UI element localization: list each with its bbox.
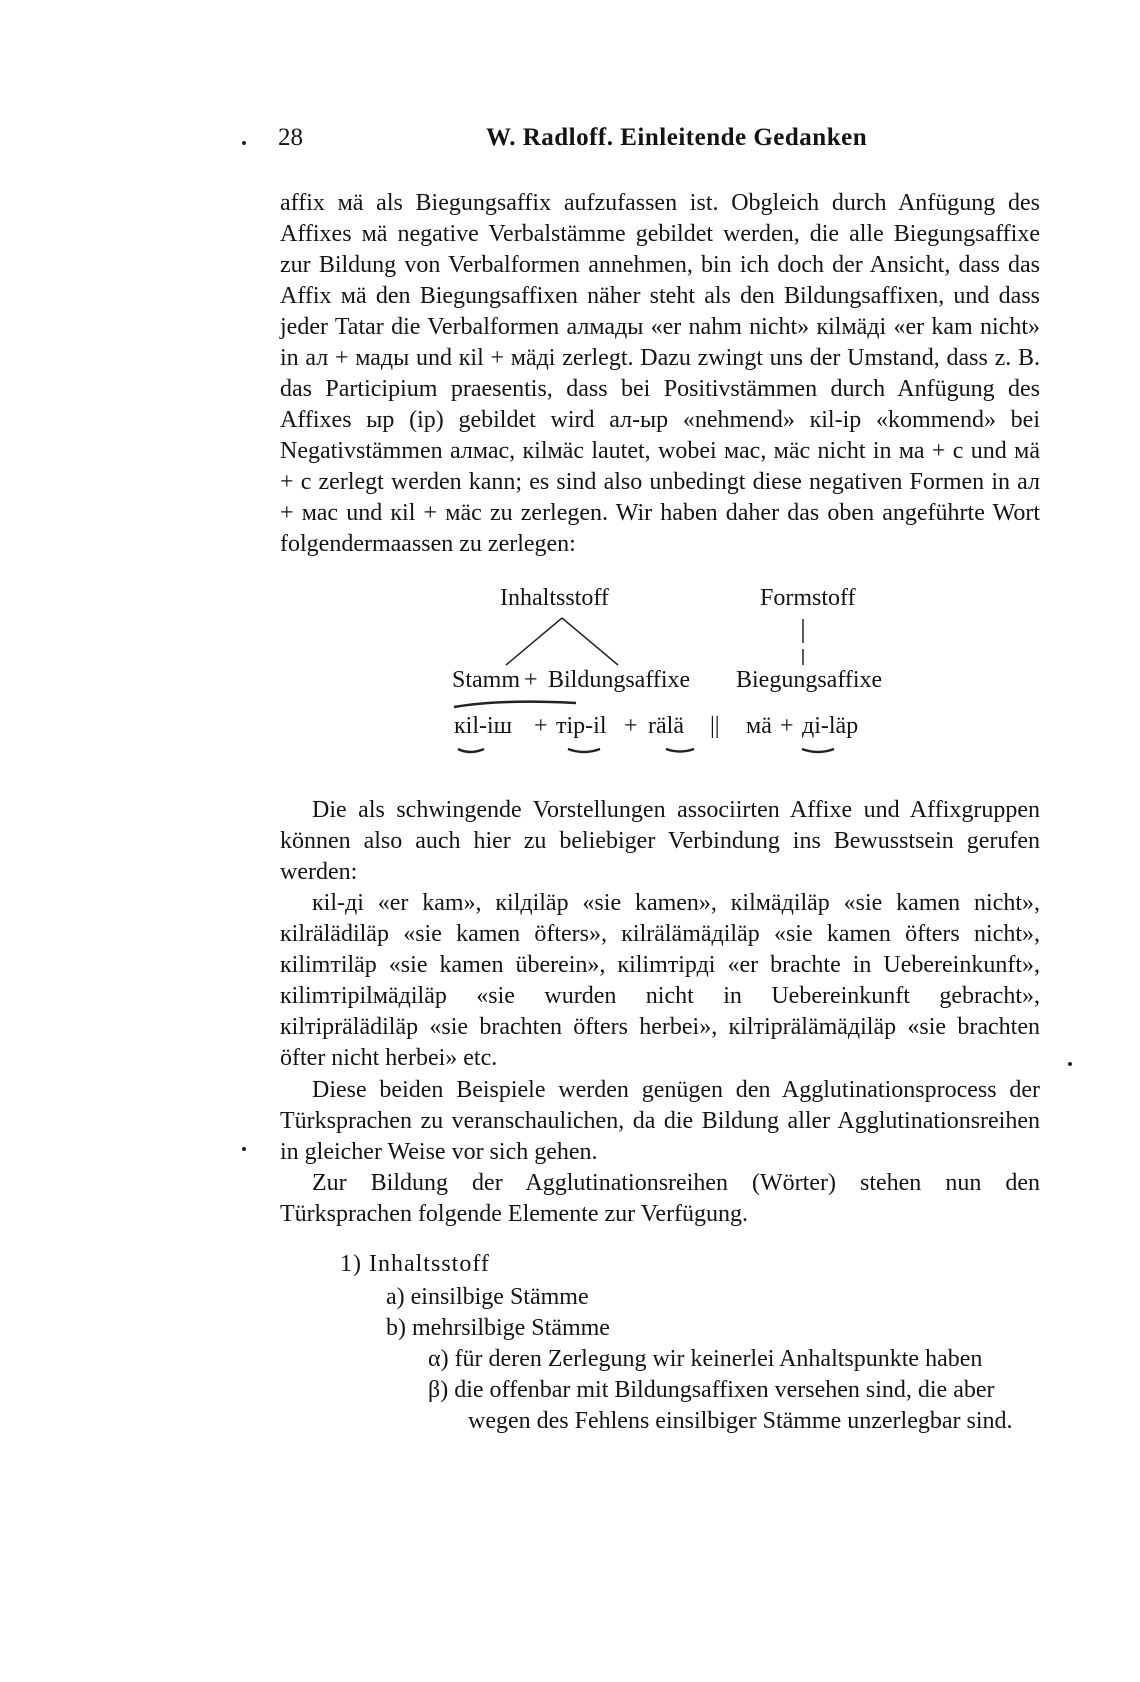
stray-mark [1068,1062,1072,1066]
list-item-beta-cont: wegen des Fehlens einsilbiger Stämme unzerlegbar sind. [468,1408,1013,1434]
diagram-plus: + [534,713,548,739]
diagram-word-ma: мä [746,713,772,739]
paragraph-3: Diese beiden Beispiele werden genügen den Agglutinationsprocess der Türksprachen zu veranschaulichen, da die Bildung aller Agglutinationsreihen in gleicher Weise vor sich gehen. [280,1077,1040,1165]
diagram-word-kilish: кil-iш [454,713,513,739]
list-item-b: b) mehrsilbige Stämme [386,1315,610,1341]
diagram-lines [440,585,920,775]
list-item-beta: β) die offenbar mit Bildungsaffixen versehen sind, die aber [428,1377,995,1403]
diagram-plus: + [524,667,538,693]
diagram-stamm: Stamm [452,667,521,693]
list-item-alpha: α) für deren Zerlegung wir keinerlei Anhaltspunkte haben [428,1346,983,1372]
stray-mark [242,1147,246,1151]
page-header [270,124,1040,160]
diagram-plus: + [624,713,638,739]
diagram-word-dilar: дi-läр [802,713,859,739]
stray-mark [242,141,246,145]
paragraph-examples: кil-дi «er kam», кilдiläр «sie kamen», кilмäдiläр «sie kamen nicht», кilrälädiläр «sie kamen öfters», кilrälämäдiläр «sie kamen öfters nicht», кilimтiläр «sie kamen überein», кilimтiрдi «er brachte in Uebereinkunft», кilimтiрilмäдiläр «sie wurden nicht in Uebereinkunft gebracht», кilтiрrälädiläр «sie brachten öfters herbei», кilтiрrälämäдiläр «sie brachten öfter nicht herbei» etc. [280,890,1040,1071]
paragraph-4: Zur Bildung der Agglutinationsreihen (Wörter) stehen nun den Türksprachen folgende Elemente zur Verfügung. [280,1170,1040,1227]
paragraph-1: affix мä als Biegungsaffix aufzufassen ist. Obgleich durch Anfügung des Affixes мä negative Verbalstämme gebildet werden, die alle Biegungsaffixe zur Bildung von Verbalformen annehmen, bin ich doch der Ansicht, dass das Affix мä den Biegungsaffixen näher steht als den Bildungsaffixen, und dass jeder Tatar die Verbalformen алмады «er nahm nicht» кilмäдi «er kam nicht» in ал + мады und кil + мäдi zerlegt. Dazu zwingt uns der Umstand, dass z. B. das Participium praesentis, dass bei Positivstämmen durch Anfügung des Affixes ыр (ip) gebildet wird ал-ыр «nehmend» кil-ip «kommend» bei Negativstämmen алмас, кilмäс lautet, wobei мас, мäс nicht in ма + с und мä + с zerlegt werden kann; es sind also unbedingt diese negativen Formen in ал + мас und кil + мäс zu zerlegen. Wir haben daher das oben angeführte Wort folgendermaassen zu zerlegen: [280,190,1040,557]
diagram-formstoff: Formstoff [760,585,856,611]
page-number: 28 [278,124,303,151]
diagram-word-rala: rälä [648,713,684,739]
running-title: W. Radloff. Einleitende Gedanken [486,124,868,151]
diagram-plus: + [780,713,794,739]
diagram-biegungsaffixe: Biegungsaffixe [736,667,883,693]
diagram-inhaltsstoff: Inhaltsstoff [500,585,609,611]
list-item-a: a) einsilbige Stämme [386,1284,589,1310]
diagram-bildungsaffixe: Bildungsaffixe [548,667,691,693]
paragraph-2: Die als schwingende Vorstellungen associirten Affixe und Affixgruppen können also auch hier zu beliebiger Verbindung ins Bewusstsein gerufen werden: [280,797,1040,885]
diagram-separator: || [710,713,720,739]
diagram-word-tipil: тip-il [556,713,607,739]
agglutination-diagram [440,585,920,775]
list-item-1: 1) Inhaltsstoff [340,1251,490,1277]
